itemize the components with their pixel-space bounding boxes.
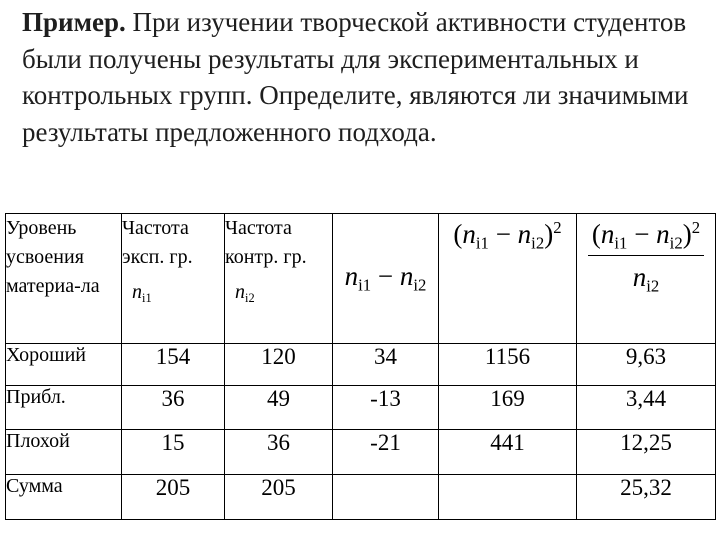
table-row (6, 386, 716, 430)
row-label: Хороший (6, 344, 122, 386)
formula-n-i2: $n_{i2}$ (235, 281, 255, 305)
problem-statement (22, 4, 702, 150)
cell-ratio: 12,25 (577, 430, 716, 475)
header-level: Уровень усвоения материа-ла (6, 214, 122, 344)
row-label: Прибл. (6, 386, 122, 430)
cell-diff: -21 (333, 430, 439, 475)
header-ratio (577, 214, 716, 344)
cell-squared: 441 (439, 430, 577, 475)
cell-exp: 36 (122, 386, 225, 430)
table-row (6, 430, 716, 475)
problem-text: При изучении творческой активности студентов были получены результаты для экспериментальных и контрольных групп. Определите, являются ли значимыми результаты предложенного подхода. (22, 7, 689, 147)
results-table (5, 213, 716, 520)
table-header-row (6, 214, 716, 344)
cell-squared: 1156 (439, 344, 577, 386)
table-row-total (6, 475, 716, 520)
cell-exp: 205 (122, 475, 225, 520)
formula-n-i1: $n_{i1}$ (132, 281, 152, 305)
formula-squared-difference: $(n_{i1} - n_{i2})^2$ (453, 218, 562, 253)
cell-squared: 169 (439, 386, 577, 430)
cell-exp: 154 (122, 344, 225, 386)
header-difference (333, 214, 439, 344)
header-squared (439, 214, 577, 344)
cell-ctrl: 120 (225, 344, 333, 386)
header-ctrl-frequency: Частота контр. гр. $n_{i2}$ (225, 214, 333, 344)
formula-difference: $n_{i1} - n_{i2}$ (344, 261, 427, 295)
row-label: Сумма (6, 475, 122, 520)
cell-exp: 15 (122, 430, 225, 475)
cell-ratio: 3,44 (577, 386, 716, 430)
cell-squared (439, 475, 577, 520)
cell-diff (333, 475, 439, 520)
cell-diff: 34 (333, 344, 439, 386)
formula-ratio: $\frac{(n_{i1} - n_{i2})^2}{n_{i2}}$ (588, 218, 704, 297)
example-label: Пример. (22, 7, 126, 37)
row-label: Плохой (6, 430, 122, 475)
cell-ratio: 25,32 (577, 475, 716, 520)
cell-ctrl: 49 (225, 386, 333, 430)
table-row (6, 344, 716, 386)
cell-diff: -13 (333, 386, 439, 430)
cell-ctrl: 36 (225, 430, 333, 475)
cell-ratio: 9,63 (577, 344, 716, 386)
header-exp-frequency: Частота эксп. гр. $n_{i1}$ (122, 214, 225, 344)
cell-ctrl: 205 (225, 475, 333, 520)
